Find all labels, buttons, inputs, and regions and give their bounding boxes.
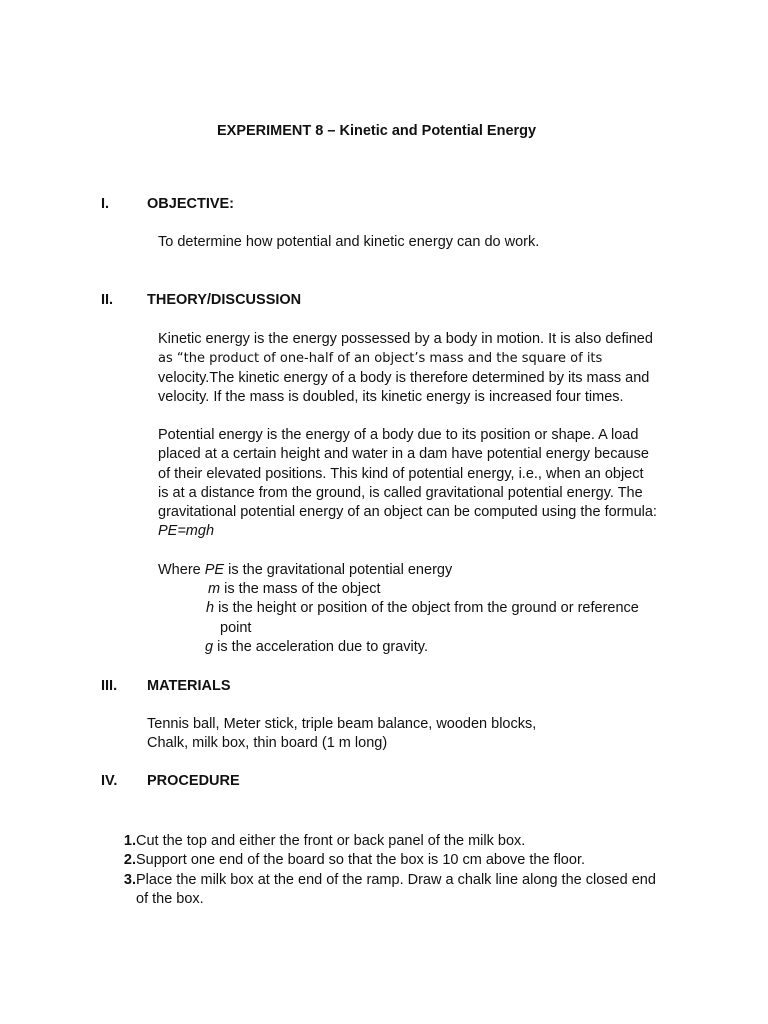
kinetic-energy-paragraph (158, 330, 653, 407)
section-heading-materials: MATERIALS (147, 678, 231, 694)
section-numeral-theory: II. (101, 292, 114, 308)
document-title: EXPERIMENT 8 – Kinetic and Potential Energy (217, 123, 537, 139)
step-number: 3. (123, 871, 136, 888)
step-text: Place the milk box at the end of the ramp. Draw a chalk line along the closed end (136, 871, 656, 888)
objective-text: To determine how potential and kinetic energy can do work. (158, 234, 540, 250)
paragraph-line: velocity. If the mass is doubled, its kinetic energy is increased four times. (158, 388, 624, 405)
m-description: is the mass of the object (220, 581, 381, 597)
pe-variable: PE (204, 562, 225, 578)
section-numeral-objective: I. (101, 196, 110, 212)
procedure-step (112, 832, 656, 851)
g-variable: g (205, 639, 214, 655)
paragraph-line: Kinetic energy is the energy possessed by a body in motion. It is also defined (158, 331, 653, 347)
step-number: 2. (123, 852, 136, 869)
step-text-continued: of the box. (136, 890, 204, 907)
section-heading-objective: OBJECTIVE: (147, 196, 235, 212)
h-description: is the height or position of the object from the ground or reference (214, 600, 639, 616)
formula-line (158, 522, 657, 541)
where-line-h (206, 599, 639, 618)
step-number: 1. (123, 833, 136, 849)
procedure-list (112, 832, 656, 909)
section-numeral-procedure: IV. (101, 773, 118, 789)
paragraph-line: velocity.The kinetic energy of a body is therefore determined by its mass and (158, 369, 650, 386)
section-heading-theory: THEORY/DISCUSSION (147, 292, 302, 308)
paragraph-line: as “the product of one-half of an object’s mass and the square of its (158, 351, 603, 367)
paragraph-line: placed at a certain height and water in a dam have potential energy because (158, 446, 649, 463)
h-variable: h (206, 600, 215, 616)
where-line-g (205, 638, 428, 657)
where-line-pe (158, 561, 452, 580)
m-variable: m (208, 581, 221, 597)
pe-description: is the gravitational potential energy (224, 562, 453, 578)
section-heading-procedure: PROCEDURE (147, 773, 240, 789)
materials-line: Tennis ball, Meter stick, triple beam balance, wooden blocks, (147, 716, 537, 732)
g-description: is the acceleration due to gravity. (213, 639, 429, 655)
paragraph-line: gravitational potential energy of an object can be computed using the formula: (158, 504, 657, 521)
where-line-m (208, 580, 380, 599)
where-intro: Where (158, 562, 205, 578)
h-description-continued: point (220, 620, 252, 636)
paragraph-line: Potential energy is the energy of a body due to its position or shape. A load (158, 427, 639, 443)
procedure-step (112, 851, 656, 870)
step-text: Cut the top and either the front or back panel of the milk box. (136, 833, 526, 849)
potential-energy-paragraph (158, 426, 657, 542)
paragraph-line: is at a distance from the ground, is called gravitational potential energy. The (158, 484, 643, 501)
procedure-step (112, 871, 656, 890)
pe-formula: PE=mgh (158, 523, 215, 540)
section-numeral-materials: III. (101, 678, 118, 694)
materials-line: Chalk, milk box, thin board (1 m long) (147, 735, 388, 751)
paragraph-line: of their elevated positions. This kind of potential energy, i.e., when an object (158, 465, 644, 482)
step-text: Support one end of the board so that the box is 10 cm above the floor. (136, 852, 585, 869)
